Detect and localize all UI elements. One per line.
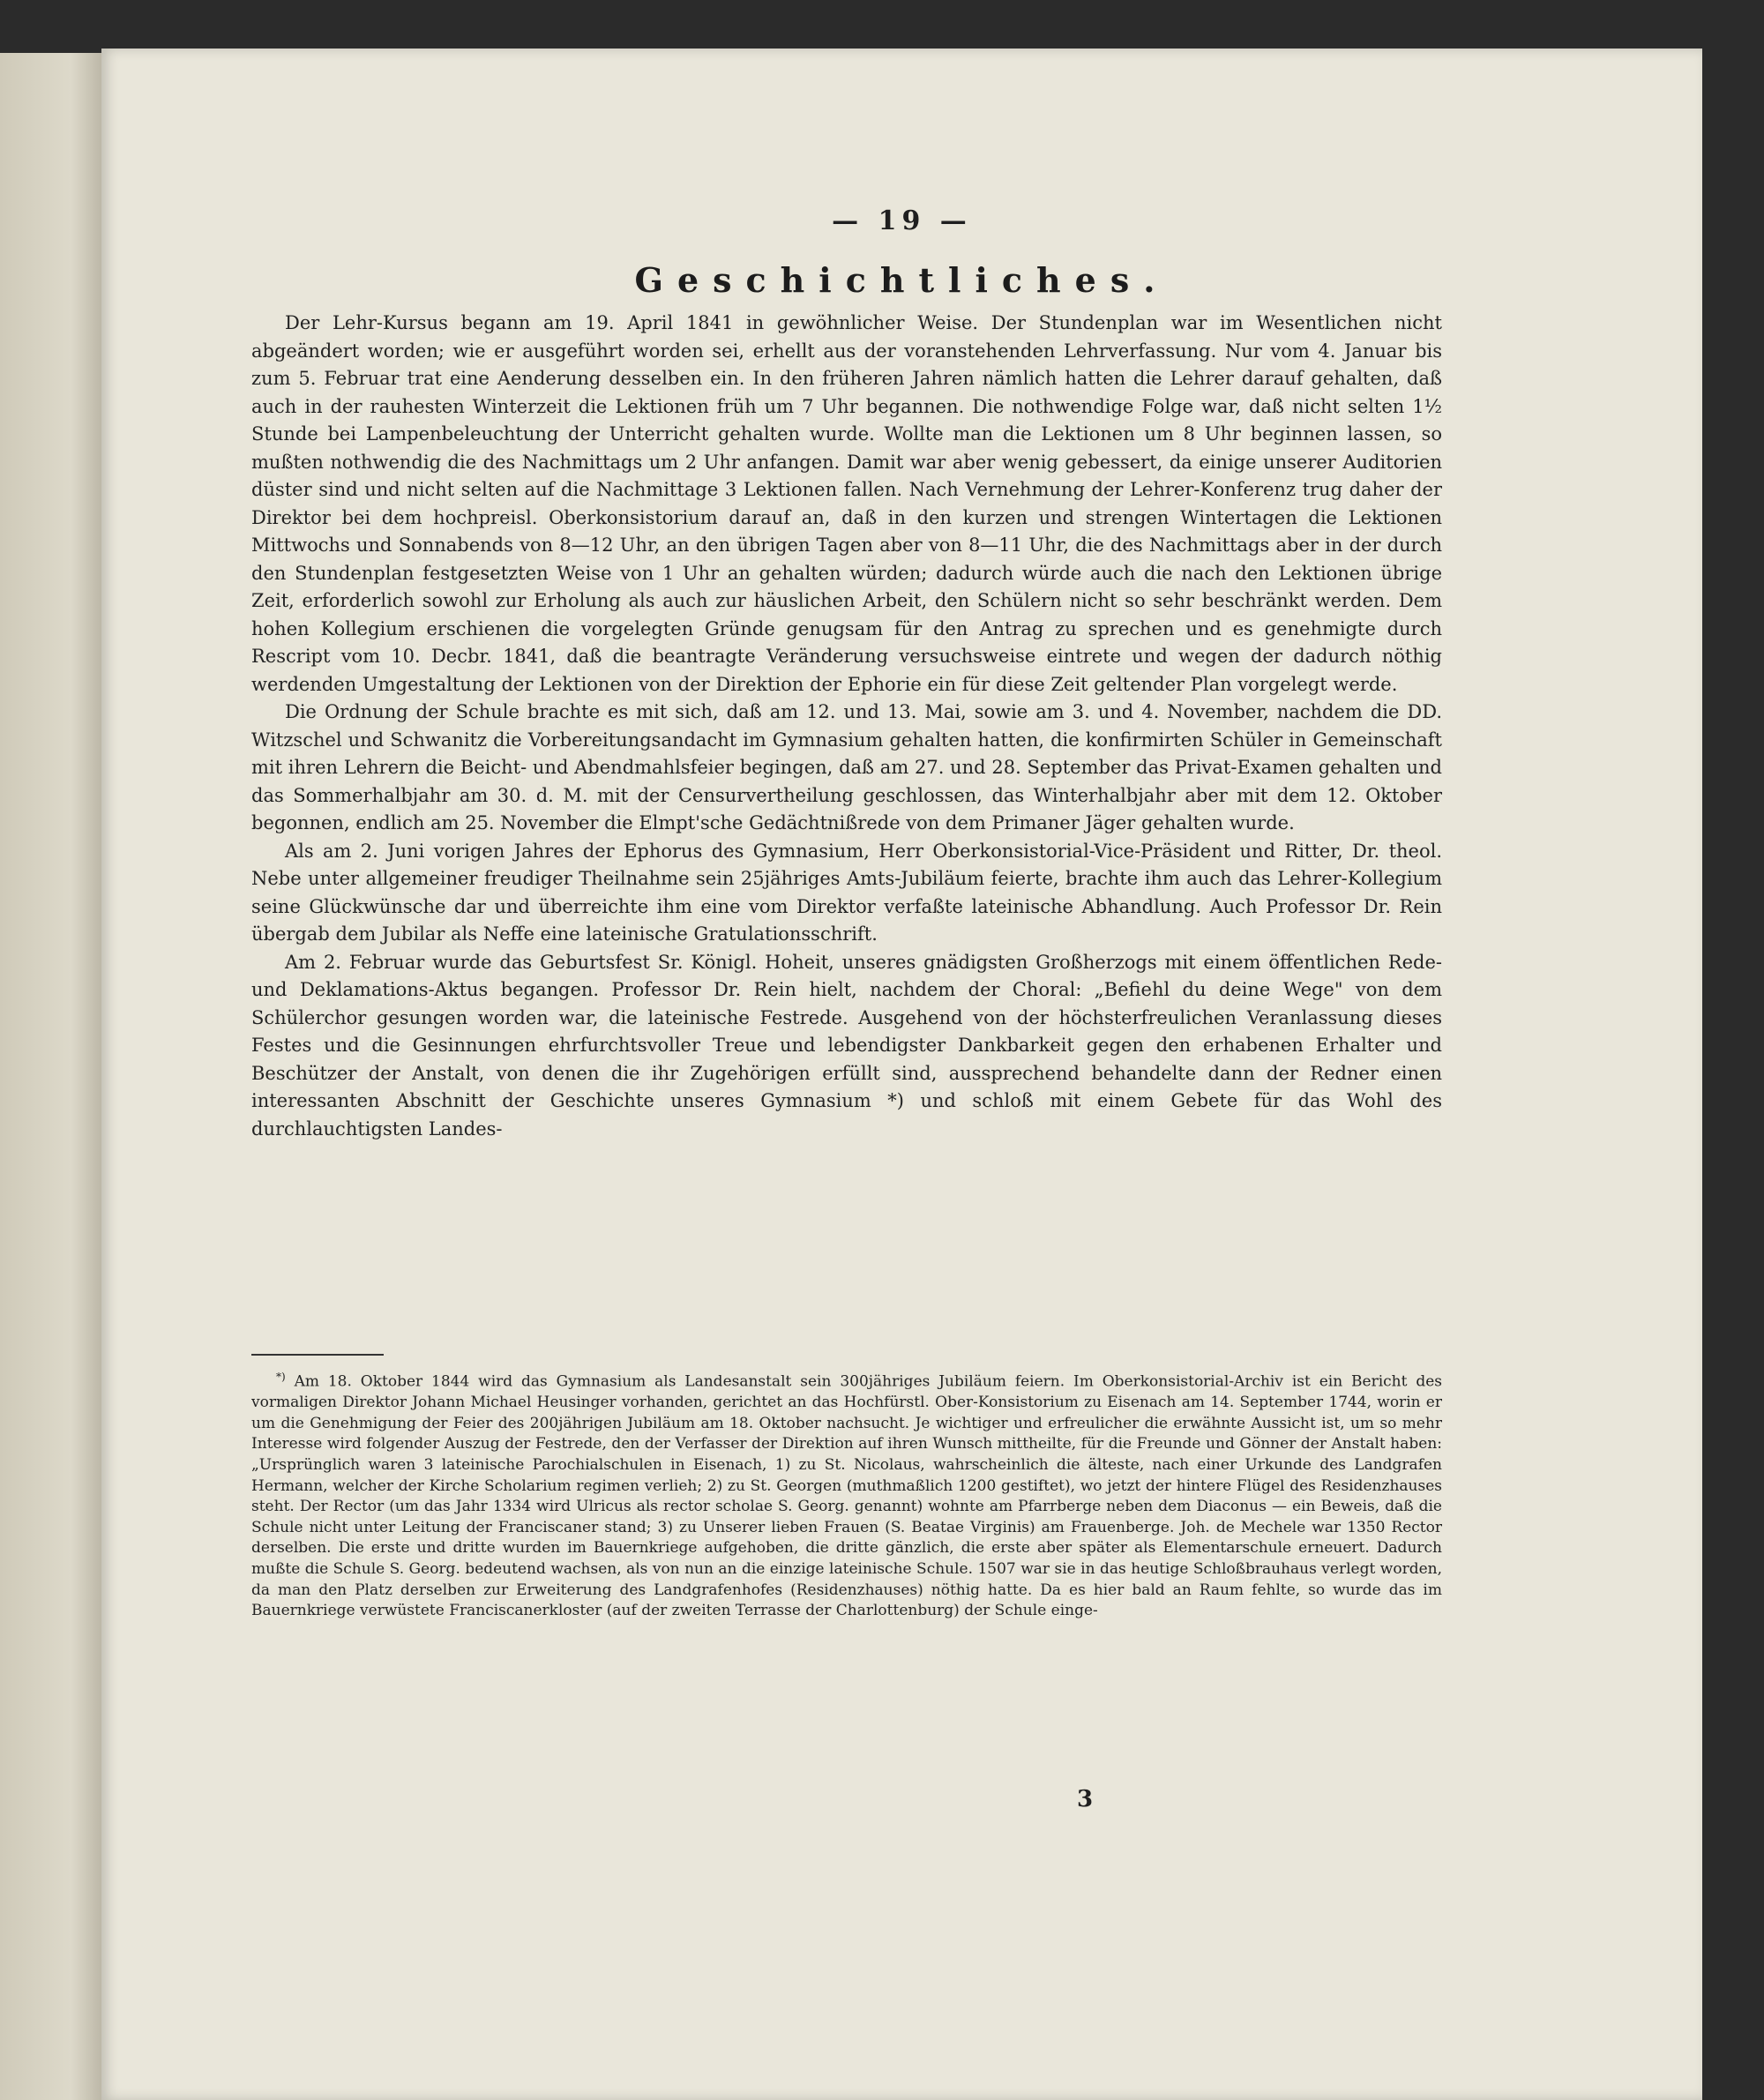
footnote xyxy=(251,1367,1442,1622)
footnotes xyxy=(251,1367,1442,1782)
paragraph-birthday: Am 2. Februar wurde das Geburtsfest Sr. Königl. Hoheit, unseres gnädigsten Großherzogs mit einem öffentlichen Rede- und Deklamations-Aktus begangen. Professor Dr. Rein hielt, nachdem der Choral: „Befiehl du deine Wege" von dem Schülerchor gesungen worden war, die lateinische Festrede. Ausgehend von der höchsterfreulichen Veranlassung dieses Festes und die Gesinnungen ehrfurchtsvoller Treue und lebendigster Dankbarkeit gegen den erhabenen Erhalter und Beschützer der Anstalt, von denen die ihr Zugehörigen erfüllt sind, aussprechend behandelte dann der Redner einen interessanten Abschnitt der Geschichte unseres Gymnasium *) und schloß mit einem Gebete für das Wohl des durchlauchtigsten Landes- xyxy=(251,951,1442,1140)
signature-mark: 3 xyxy=(1076,1786,1094,1812)
footnote-mark: *) xyxy=(276,1371,286,1383)
footnote-text: Am 18. Oktober 1844 wird das Gymnasium als Landesanstalt sein 300jähriges Jubiläum feiern. Im Oberkonsistorial-Archiv ist ein Bericht des vormaligen Direktor Johann Michael Heusinger vorhanden, gerichtet an das Hochfürstl. Ober-Konsistorium zu Eisenach am 14. September 1744, worin er um die Genehmigung der Feier des 200jährigen Jubiläum am 18. Oktober nachsucht. Je wichtiger und erfreulicher die erwähnte Aussicht ist, um so mehr Interesse wird folgender Auszug der Festrede, den der Verfasser der Direktion auf ihren Wunsch mittheilte, für die Freunde und Gönner der Anstalt haben: „Ursprünglich waren 3 lateinische Parochialschulen in Eisenach, 1) zu St. Nicolaus, wahrscheinlich die älteste, nach einer Urkunde des Landgrafen Hermann, welcher der Kirche Scholarium regimen verlieh; 2) zu St. Georgen (muthmaßlich 1200 gestiftet), wo jetzt der hintere Flügel des Residenzhauses steht. Der Rector (um das Jahr 1334 wird Ulricus als rector scholae S. Georg. genannt) wohnte am Pfarrberge neben dem Diaconus — ein Beweis, daß die Schule nicht unter Leitung der Franciscaner stand; 3) zu Unserer lieben Frauen (S. Beatae Virginis) am Frauenberge. Joh. de Mechele war 1350 Rector derselben. Die erste und dritte wurden im Bauernkriege aufgehoben, die dritte gänzlich, die erste aber später als Elementarschule erneuert. Dadurch mußte die Schule S. Georg. bedeutend wachsen, als von nun an die einzige lateinische Schule. 1507 war sie in das heutige Schloßbrauhaus verlegt worden, da man den Platz derselben zur Erweiterung des Landgrafenhofes (Residenzhauses) nöthig hatte. Da es hier bald an Raum fehlte, so wurde das im Bauernkriege verwüstete Franciscanerkloster (auf der zweiten Terrasse der Charlottenburg) der Schule einge- xyxy=(251,1372,1442,1620)
paragraph-jubilee: Als am 2. Juni vorigen Jahres der Ephorus des Gymnasium, Herr Oberkonsistorial-Vice-Präsident und Ritter, Dr. theol. Nebe unter allgemeiner freudiger Theilnahme sein 25jähriges Amts-Jubiläum feierte, brachte ihm auch das Lehrer-Kollegium seine Glückwünsche dar und überreichte ihm eine vom Direktor verfaßte lateinische Abhandlung. Auch Professor Dr. Rein übergab dem Jubilar als Neffe eine lateinische Gratulationsschrift. xyxy=(251,840,1442,945)
section-heading: Geschichtliches. xyxy=(634,260,1170,300)
paragraph-school-order: Die Ordnung der Schule brachte es mit sich, daß am 12. und 13. Mai, sowie am 3. und 4. November, nachdem die DD. Witzschel und Schwanitz die Vorbereitungsandacht im Gymnasium gehalten hatten, die konfirmirten Schüler in Gemeinschaft mit ihren Lehrern die Beicht- und Abendmahlsfeier begingen, daß am 27. und 28. September das Privat-Examen gehalten und das Sommerhalbjahr am 30. d. M. mit der Censurvertheilung geschlossen, das Winterhalbjahr aber mit dem 12. Oktober begonnen, endlich am 25. November die Elmpt'sche Gedächtnißrede von dem Primaner Jäger gehalten wurde. xyxy=(251,701,1442,833)
page xyxy=(101,49,1702,2100)
body-text xyxy=(251,310,1442,1324)
previous-page-edge xyxy=(0,53,101,2100)
paragraph-course: Der Lehr-Kursus begann am 19. April 1841 in gewöhnlicher Weise. Der Stundenplan war im Wesentlichen nicht abgeändert worden; wie er ausgeführt worden sei, erhellt aus der voranstehenden Lehrverfassung. Nur vom 4. Januar bis zum 5. Februar trat eine Aenderung desselben ein. In den früheren Jahren nämlich hatten die Lehrer darauf gehalten, daß auch in der rauhesten Winterzeit die Lektionen früh um 7 Uhr begannen. Die nothwendige Folge war, daß nicht selten 1½ Stunde bei Lampenbeleuchtung der Unterricht gehalten wurde. Wollte man die Lektionen um 8 Uhr beginnen lassen, so mußten nothwendig die des Nachmittags um 2 Uhr anfangen. Damit war aber wenig gebessert, da einige unserer Auditorien düster sind und nicht selten auf die Nachmittage 3 Lektionen fallen. Nach Vernehmung der Lehrer-Konferenz trug daher der Direktor bei dem hochpreisl. Oberkonsistorium darauf an, daß in den kurzen und strengen Wintertagen die Lektionen Mittwochs und Sonnabends von 8—12 Uhr, an den übrigen Tagen aber von 8—11 Uhr, die des Nachmittags aber in der durch den Stundenplan festgesetzten Weise von 1 Uhr an gehalten würden; dadurch würde auch die nach den Lektionen übrige Zeit, erforderlich sowohl zur Erholung als auch zur häuslichen Arbeit, den Schülern nicht so sehr beschränkt werden. Dem hohen Kollegium erschienen die vorgelegten Gründe genugsam für den Antrag zu sprechen und es genehmigte durch Rescript vom 10. Decbr. 1841, daß die beantragte Veränderung versuchsweise eintrete und wegen der dadurch nöthig werdenden Umgestaltung der Lektionen von der Direktion der Ephorie ein für diese Zeit geltender Plan vorgelegt werde. xyxy=(251,312,1442,695)
footnote-rule xyxy=(251,1354,384,1356)
page-number: — 19 — xyxy=(832,206,972,236)
